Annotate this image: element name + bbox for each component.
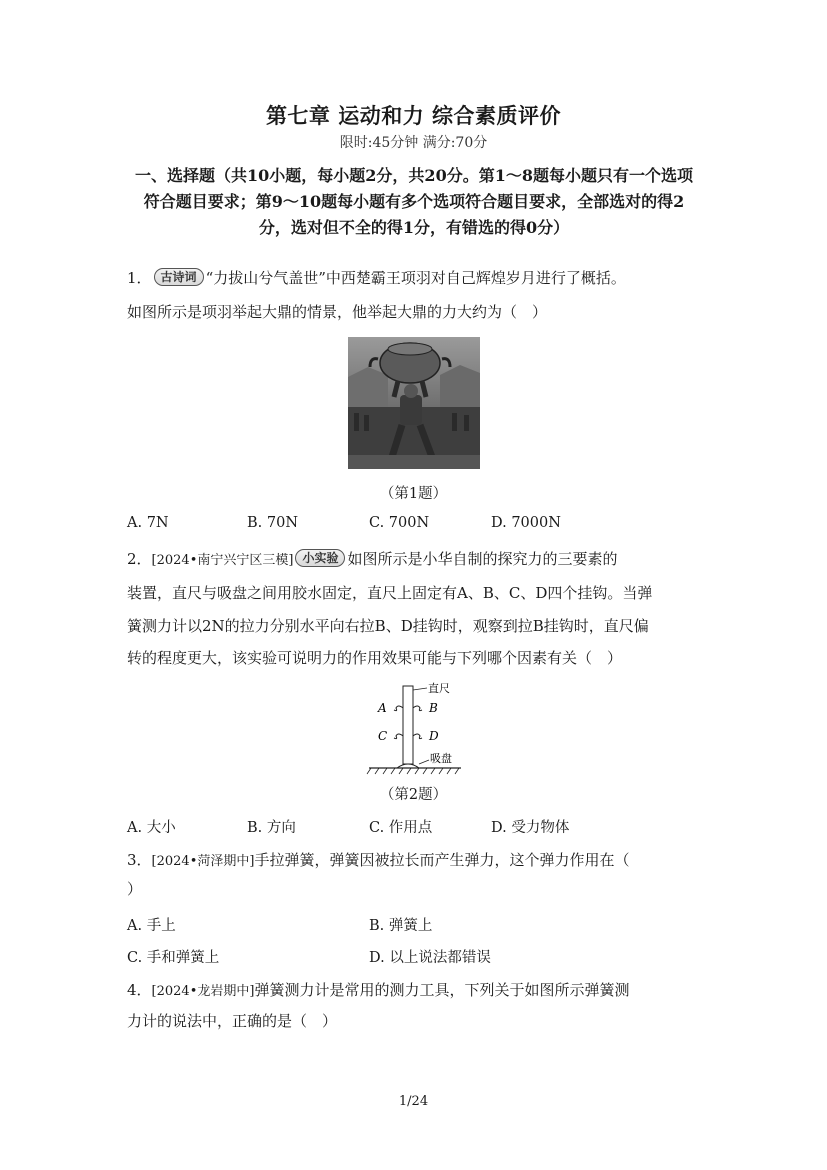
question-2-option-c[interactable]: C. 作用点 bbox=[369, 820, 433, 836]
question-2-source: [2024•南宁兴宁区三模] bbox=[151, 553, 294, 568]
question-3-option-b[interactable]: B. 弹簧上 bbox=[369, 918, 433, 934]
question-4-text-1: 弹簧测力计是常用的测力工具，下列关于如图所示弹簧测 bbox=[254, 981, 630, 999]
figure-label-d: D bbox=[429, 729, 439, 743]
question-1-caption: （第1题） bbox=[379, 486, 448, 502]
question-4-line-2: 力计的说法中，正确的是（ ） bbox=[127, 1012, 338, 1030]
page-subtitle: 限时:45分钟 满分:70分 bbox=[339, 135, 488, 151]
question-1-number: 1． bbox=[127, 269, 152, 287]
question-2-caption: （第2题） bbox=[379, 787, 448, 803]
question-1-text-1: “力拔山兮气盖世”中西楚霸王项羽对自己辉煌岁月进行了概括。 bbox=[205, 269, 626, 287]
question-1-badge: 古诗词 bbox=[154, 268, 204, 286]
question-1-line-2: 如图所示是项羽举起大鼎的情景，他举起大鼎的力大约为（ ） bbox=[127, 303, 548, 321]
question-1-option-a[interactable]: A. 7N bbox=[127, 515, 169, 531]
question-2-option-d[interactable]: D. 受力物体 bbox=[491, 820, 570, 836]
question-3-option-c[interactable]: C. 手和弹簧上 bbox=[127, 950, 220, 966]
figure-label-ruler: 直尺 bbox=[428, 682, 450, 695]
question-3-number: 3． bbox=[127, 851, 152, 869]
question-3-line-2: ） bbox=[127, 880, 143, 898]
question-3-option-a[interactable]: A. 手上 bbox=[127, 918, 176, 934]
question-2-line-4: 转的程度更大，该实验可说明力的作用效果可能与下列哪个因素有关（ ） bbox=[127, 649, 623, 667]
question-4-source: [2024•龙岩期中] bbox=[151, 984, 255, 999]
question-3-text-1: 手拉弹簧，弹簧因被拉长而产生弹力，这个弹力作用在（ bbox=[254, 851, 630, 869]
question-2-option-b[interactable]: B. 方向 bbox=[247, 820, 296, 836]
question-2-text-1: 如图所示是小华自制的探究力的三要素的 bbox=[347, 550, 618, 568]
question-2-line-3: 簧测力计以2N的拉力分别水平向右拉B、D挂钩时，观察到拉B挂钩时，直尺偏 bbox=[127, 617, 649, 635]
question-2-option-a[interactable]: A. 大小 bbox=[127, 820, 176, 836]
figure-label-a: A bbox=[378, 701, 387, 715]
question-2-line-2: 装置，直尺与吸盘之间用胶水固定，直尺上固定有A、B、C、D四个挂钩。当弹 bbox=[127, 584, 653, 602]
question-1-option-c[interactable]: C. 700N bbox=[369, 515, 430, 531]
question-4-number: 4． bbox=[127, 981, 152, 999]
figure-label-cup: 吸盘 bbox=[430, 752, 452, 765]
question-1-option-b[interactable]: B. 70N bbox=[247, 515, 299, 531]
question-3-source: [2024•菏泽期中] bbox=[151, 854, 255, 869]
question-2-figure bbox=[365, 680, 465, 775]
question-3-option-d[interactable]: D. 以上说法都错误 bbox=[369, 950, 491, 966]
question-1-option-d[interactable]: D. 7000N bbox=[491, 515, 561, 531]
question-2-line-1 bbox=[127, 543, 707, 577]
section-heading: 一、选择题（共10小题，每小题2分，共20分。第1～8题每小题只有一个选项符合题目要求；第9～10题每小题有多个选项符合题目要求，全部选对的得2分，选对但不全的得1分，有错选的得0分） bbox=[135, 166, 693, 237]
figure-label-b: B bbox=[429, 701, 438, 715]
question-1-figure bbox=[348, 337, 480, 469]
page-title: 第七章 运动和力 综合素质评价 bbox=[265, 103, 562, 128]
figure-label-c: C bbox=[378, 729, 388, 743]
question-4-line-1 bbox=[127, 974, 707, 1008]
page-number: 1/24 bbox=[398, 1094, 429, 1109]
question-1-line-1 bbox=[127, 262, 707, 294]
question-2-number: 2． bbox=[127, 550, 152, 568]
question-2-badge: 小实验 bbox=[295, 549, 345, 567]
